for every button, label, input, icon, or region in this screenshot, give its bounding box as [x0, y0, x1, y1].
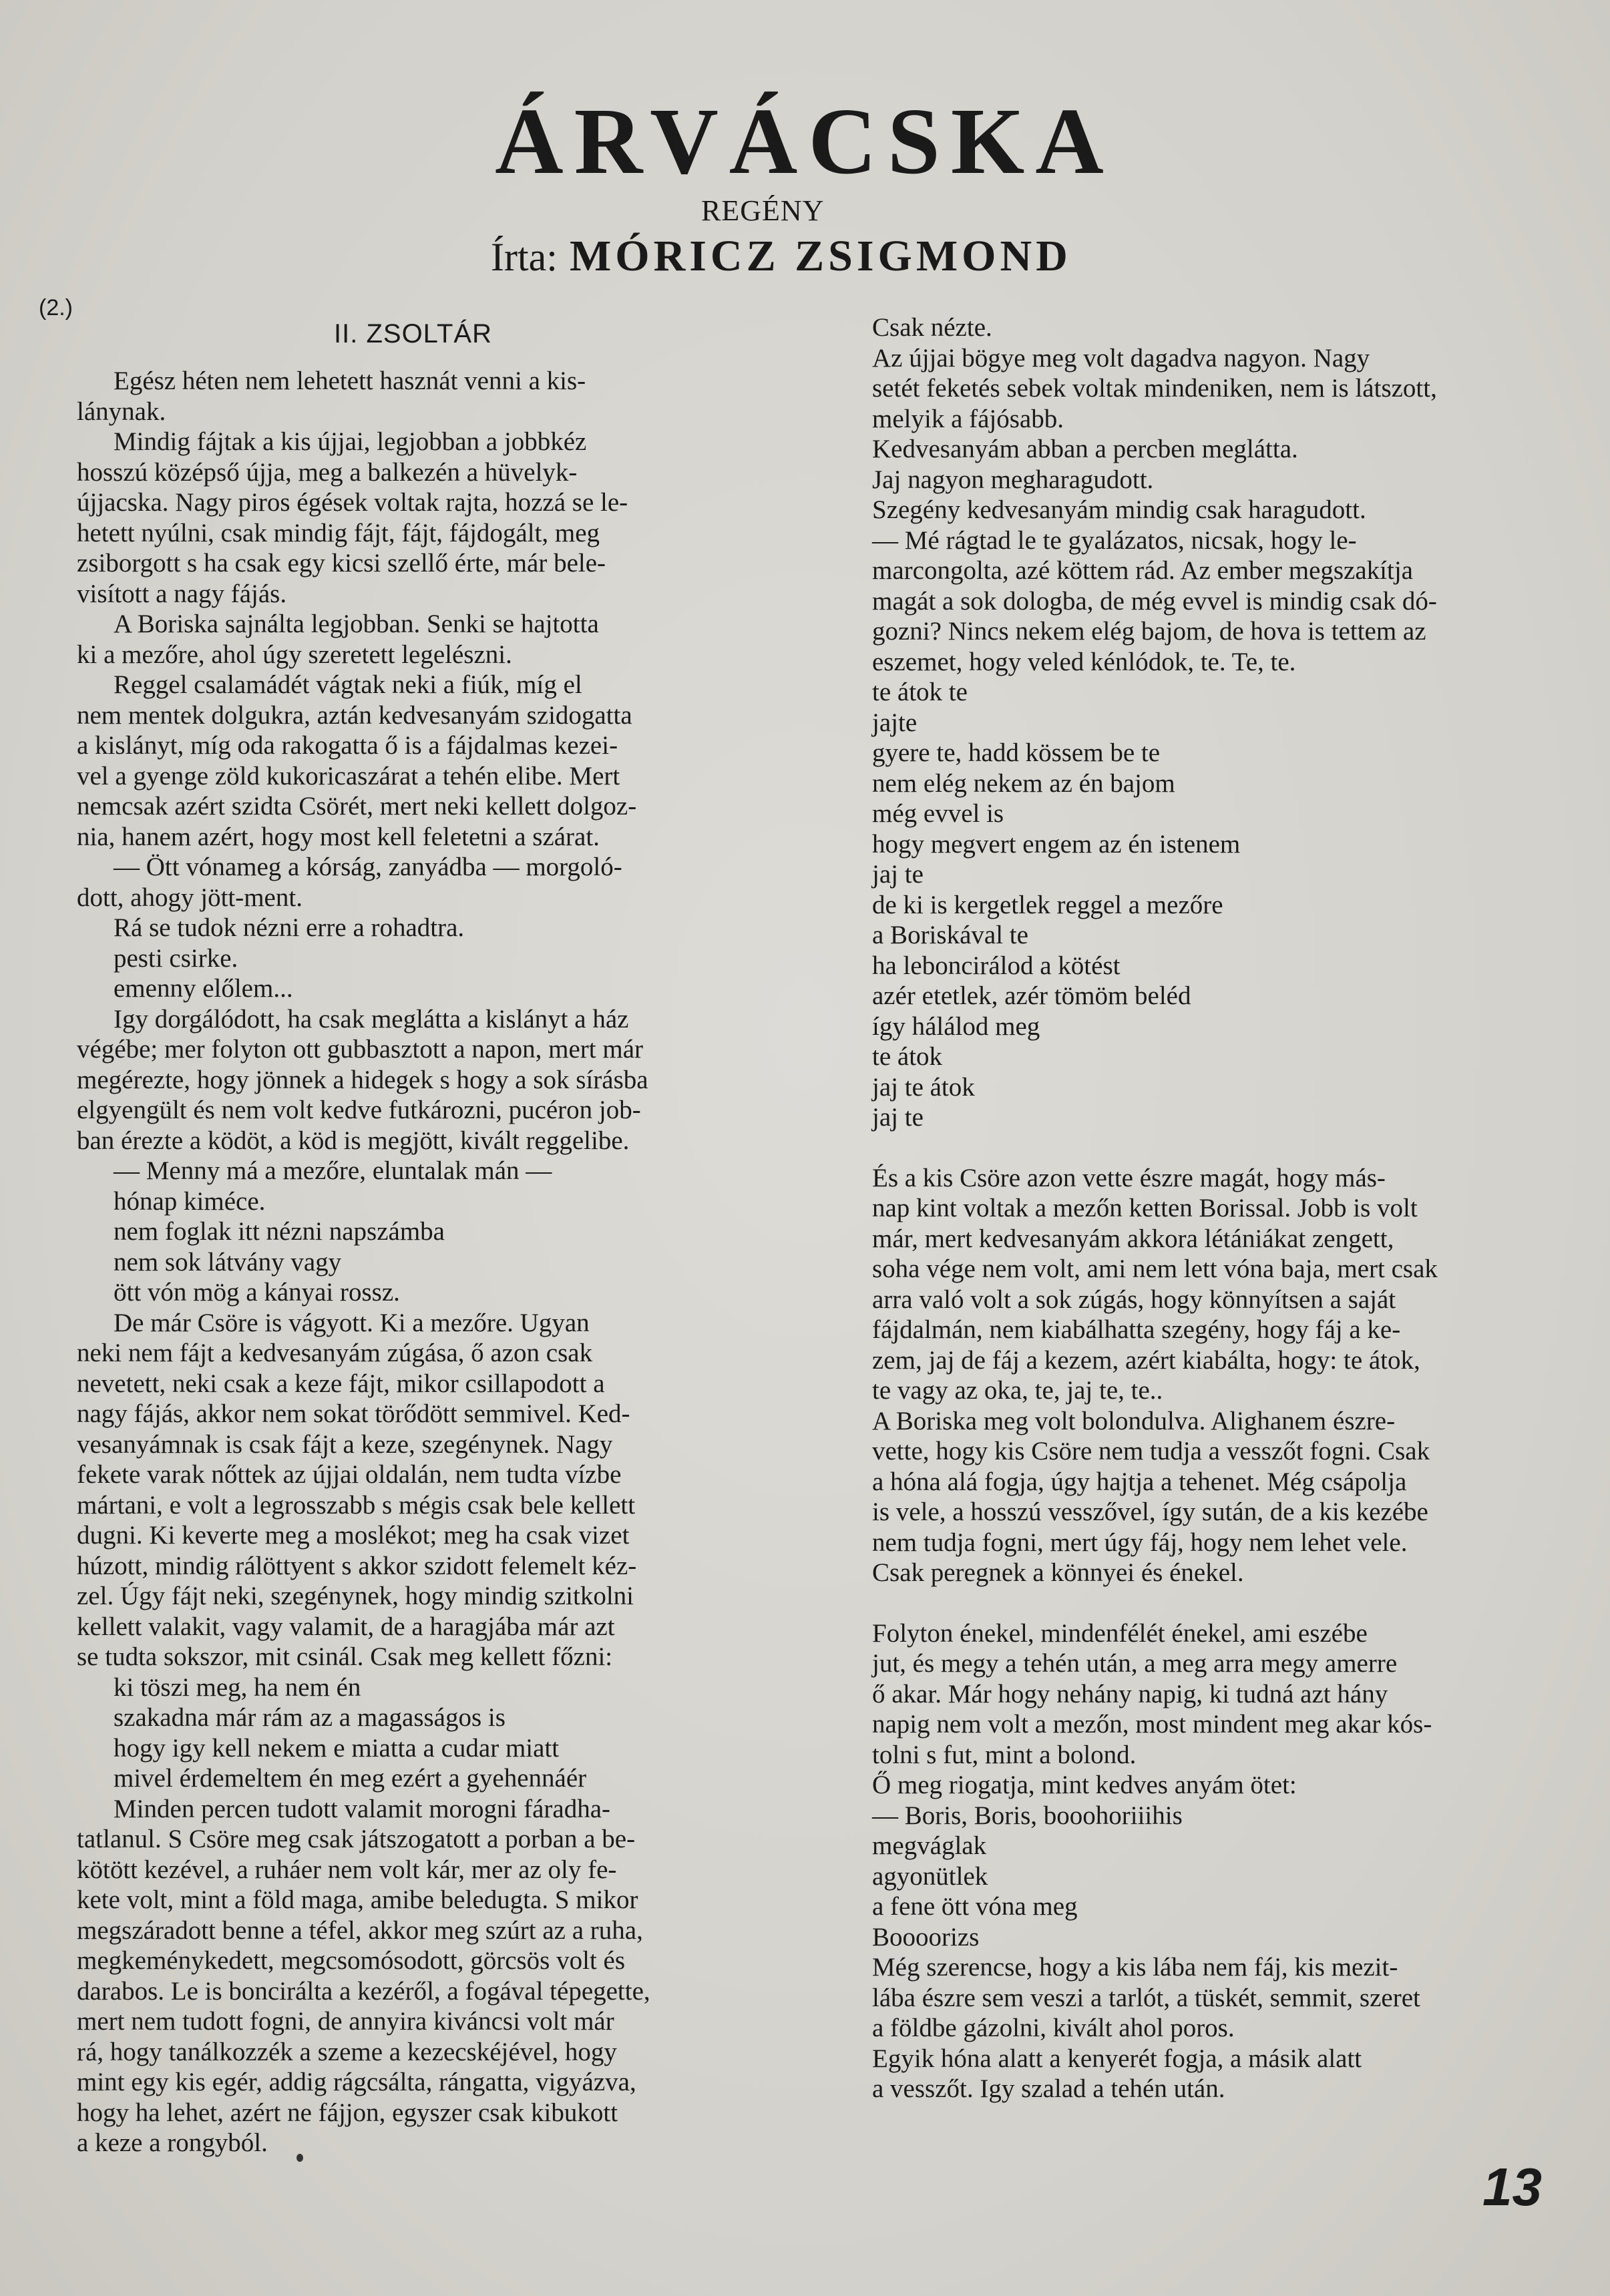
text-line: fekete varak nőttek az újjai oldalán, nem tudta vízbe: [77, 1460, 622, 1489]
text-line: mivel érdemeltem én meg ezért a gyehennáér: [114, 1764, 587, 1793]
text-line: Igy dorgálódott, ha csak meglátta a kislányt a ház: [114, 1004, 629, 1034]
text-line: fájdalmán, nem kiabálhatta szegény, hogy fáj a ke-: [872, 1315, 1401, 1344]
text-line: emenny előlem...: [114, 974, 293, 1003]
page-number: 13: [1482, 2157, 1542, 2217]
text-line: visított a nagy fájás.: [77, 579, 287, 608]
text-line: jut, és megy a tehén után, a meg arra megy amerre: [872, 1649, 1398, 1678]
text-line: jaj te: [872, 860, 924, 889]
text-line: vette, hogy kis Csöre nem tudja a vesszőt fogni. Csak: [872, 1437, 1430, 1465]
text-line: Boooorizs: [872, 1922, 980, 1951]
text-line: a vesszőt. Igy szalad a tehén után.: [872, 2074, 1225, 2103]
text-line: eszemet, hogy veled kénlódok, te. Te, te.: [872, 647, 1296, 676]
text-line: ő akar. Már hogy nehány napig, ki tudná azt hány: [872, 1679, 1388, 1708]
text-line: nem sok látvány vagy: [114, 1247, 342, 1277]
text-line: Szegény kedvesanyám mindig csak haragudott.: [872, 495, 1366, 524]
text-line: ött vón mög a kányai rossz.: [114, 1278, 400, 1307]
text-line: nem foglak itt nézni napszámba: [114, 1217, 445, 1246]
text-line: soha vége nem volt, ami nem lett vóna baja, mert csak: [872, 1254, 1438, 1283]
text-line: hetett nyúlni, csak mindig fájt, fájt, fájdogált, meg: [77, 518, 600, 547]
text-line: a Boriskával te: [872, 921, 1028, 949]
text-line: Jaj nagyon megharagudott.: [872, 465, 1154, 494]
text-line: zem, jaj de fáj a kezem, azért kiabálta, hogy: te átok,: [872, 1345, 1420, 1375]
text-line: Reggel csalamádét vágtak neki a fiúk, míg el: [114, 670, 582, 699]
text-line: jaj te átok: [872, 1072, 975, 1102]
text-line: még evvel is: [872, 799, 1004, 828]
text-line: hosszú középső újja, meg a balkezén a hüvelyk-: [77, 457, 578, 487]
text-line: A Boriska meg volt bolondulva. Alighanem észre-: [872, 1406, 1396, 1435]
text-line: a földbe gázolni, kivált ahol poros.: [872, 2014, 1235, 2042]
text-line: — Menny má a mezőre, eluntalak mán —: [114, 1156, 552, 1185]
text-line: megérezte, hogy jönnek a hidegek s hogy a sok sírásba: [77, 1065, 648, 1094]
chapter-title: II. ZSOLTÁR: [334, 319, 492, 349]
text-line: rá, hogy tanálkozzék a szeme a kezecskéjével, hogy: [77, 2037, 617, 2066]
text-line: nevetett, neki csak a keze fájt, mikor csillapodott a: [77, 1369, 605, 1398]
text-line: megváglak: [872, 1831, 987, 1860]
text-line: kete volt, mint a föld maga, amibe beledugta. S mikor: [77, 1885, 638, 1914]
byline: [491, 231, 1072, 282]
text-line: napig nem volt a mezőn, most mindent meg akar kós-: [872, 1710, 1432, 1739]
print-speck: [296, 2154, 303, 2162]
text-line: jaj te: [872, 1103, 924, 1132]
text-line: nemcsak azért szidta Csörét, mert neki kellett dolgoz-: [77, 792, 637, 821]
left-column: [77, 366, 775, 2158]
text-line: zel. Úgy fájt neki, szegénynek, hogy mindig szitkolni: [77, 1582, 634, 1610]
text-line: te vagy az oka, te, jaj te, te..: [872, 1376, 1163, 1405]
text-line: Egyik hóna alatt a kenyerét fogja, a másik alatt: [872, 2044, 1362, 2073]
byline-prefix: Írta:: [491, 235, 558, 279]
author-name: MÓRICZ ZSIGMOND: [569, 232, 1072, 280]
text-line: marcongolta, azé köttem rád. Az ember megszakítja: [872, 556, 1413, 585]
text-line: végébe; mer folyton ott gubbasztott a napon, mert már: [77, 1035, 644, 1064]
text-line: dugni. Ki keverte meg a moslékot; meg ha csak vizet: [77, 1521, 630, 1550]
text-line: Az újjai bögye meg volt dagadva nagyon. Nagy: [872, 343, 1370, 373]
text-line: is vele, a hosszú vesszővel, így sután, de a kis kezébe: [872, 1498, 1428, 1526]
text-line: mint egy kis egér, addig rágcsálta, rángatta, vigyázva,: [77, 2068, 636, 2096]
text-line: nia, hanem azért, hogy most kell feletetni a szárat.: [77, 822, 600, 851]
text-line: a hóna alá fogja, úgy hajtja a tehenet. Még csápolja: [872, 1467, 1407, 1496]
text-line: Egész héten nem lehetett hasznát venni a kis-: [114, 367, 586, 395]
text-line: ha leboncirálod a kötést: [872, 951, 1121, 980]
text-line: ki a mezőre, ahol úgy szeretett legelészni.: [77, 640, 512, 669]
text-line: zsiborgott s ha csak egy kicsi szellő érte, már bele-: [77, 549, 606, 578]
text-line: már, mert kedvesanyám akkora létániákat zengett,: [872, 1224, 1394, 1253]
text-line: nem mentek dolgukra, aztán kedvesanyám szidogatta: [77, 700, 632, 730]
text-line: — Mé rágtad le te gyalázatos, nicsak, hogy le-: [872, 525, 1357, 555]
text-line: nem elég nekem az én bajom: [872, 768, 1175, 798]
text-line: Csak nézte.: [872, 313, 992, 342]
text-line: Csak peregnek a könnyei és énekel.: [872, 1558, 1244, 1587]
text-line: lánynak.: [77, 397, 166, 426]
text-line: de ki is kergetlek reggel a mezőre: [872, 890, 1223, 919]
text-line: Ő meg riogatja, mint kedves anyám ötet:: [872, 1771, 1297, 1799]
page-title: ÁRVÁCSKA: [495, 88, 1115, 194]
text-line: arra való volt a sok zúgás, hogy könnyítsen a saját: [872, 1285, 1396, 1314]
text-line: a kislányt, míg oda rakogatta ő is a fájdalmas kezei-: [77, 731, 618, 760]
text-line: elgyengült és nem volt kedve futkározni, pucéron job-: [77, 1096, 641, 1124]
text-line: újjacska. Nagy piros égések voltak rajta, hozzá se le-: [77, 488, 628, 517]
text-line: tolni s fut, mint a bolond.: [872, 1740, 1137, 1769]
text-line: darabos. Le is boncirálta a kezéről, a fogával tépegette,: [77, 1976, 650, 2006]
right-column: [872, 312, 1533, 2104]
text-line: hónap kiméce.: [114, 1186, 266, 1216]
text-line: hogy megvert engem az én istenem: [872, 829, 1241, 859]
text-line: tatlanul. S Csöre meg csak játszogatott a porban a be-: [77, 1825, 636, 1853]
text-line: nap kint voltak a mezőn ketten Borissal. Jobb is volt: [872, 1194, 1418, 1222]
text-line: te átok te: [872, 678, 968, 706]
text-line: megkeménykedett, megcsomósodott, görcsös volt és: [77, 1946, 626, 1975]
part-number: (2.): [39, 295, 73, 320]
text-line: hogy igy kell nekem e miatta a cudar miatt: [114, 1733, 560, 1763]
text-line: így hálálod meg: [872, 1011, 1040, 1041]
text-line: mártani, e volt a legrosszabb s mégis csak bele kellett: [77, 1490, 636, 1520]
text-line: húzott, mindig rálöttyent s akkor szidott felemelt kéz-: [77, 1551, 637, 1580]
text-line: hogy ha lehet, azért ne fájjon, egyszer csak kibukott: [77, 2098, 618, 2127]
text-line: vel a gyenge zöld kukoricaszárat a tehén elibe. Mert: [77, 761, 620, 790]
text-line: neki nem fájt a kedvesanyám zúgása, ő azon csak: [77, 1339, 593, 1367]
text-line: se tudta sokszor, mit csinál. Csak meg kellett főzni:: [77, 1642, 613, 1671]
text-line: nagy fájás, akkor nem sokat törődött semmivel. Ked-: [77, 1399, 630, 1428]
text-line: A Boriska sajnálta legjobban. Senki se hajtotta: [114, 610, 599, 638]
text-line: szakadna már rám az a magasságos is: [114, 1703, 506, 1732]
text-line: Rá se tudok nézni erre a rohadtra.: [114, 913, 465, 942]
text-line: melyik a fájósabb.: [872, 404, 1064, 433]
text-line: megszáradott benne a téfel, akkor meg szúrt az a ruha,: [77, 1915, 643, 1945]
text-line: Folyton énekel, mindenfélét énekel, ami eszébe: [872, 1618, 1368, 1648]
text-line: ban érezte a ködöt, a köd is megjött, kivált reggelibe.: [77, 1126, 630, 1155]
text-line: Még szerencse, hogy a kis lába nem fáj, kis mezit-: [872, 1953, 1398, 1982]
text-line: vesanyámnak is csak fájt a keze, szegénynek. Nagy: [77, 1429, 613, 1459]
paragraph-gap: [872, 1133, 1533, 1163]
text-line: És a kis Csöre azon vette észre magát, hogy más-: [872, 1163, 1386, 1192]
text-line: — Ött vónameg a kórság, zanyádba — morgoló-: [114, 853, 622, 881]
text-line: kötött kezével, a ruháer nem volt kár, mer az oly fe-: [77, 1855, 617, 1884]
text-line: pesti csirke.: [114, 943, 238, 973]
text-line: a keze a rongyból.: [77, 2128, 268, 2157]
text-line: mert nem tudott fogni, de annyira kiváncsi volt már: [77, 2007, 614, 2036]
text-line: dott, ahogy jött-ment.: [77, 883, 303, 912]
text-line: Minden percen tudott valamit morogni fáradha-: [114, 1794, 611, 1823]
text-line: Kedvesanyám abban a percben meglátta.: [872, 435, 1298, 463]
text-line: Mindig fájtak a kis újjai, legjobban a jobbkéz: [114, 427, 587, 456]
text-line: agyonütlek: [872, 1861, 988, 1891]
text-line: jajte: [872, 708, 918, 737]
text-line: gyere te, hadd kössem be te: [872, 738, 1161, 767]
text-line: ki töszi meg, ha nem én: [114, 1672, 361, 1702]
text-line: setét feketés sebek voltak mindeniken, nem is látszott,: [872, 374, 1437, 403]
text-line: te átok: [872, 1042, 943, 1071]
text-line: kellett valakit, vagy valamit, de a haragjába már azt: [77, 1612, 615, 1641]
text-line: nem tudja fogni, mert úgy fáj, hogy nem lehet vele.: [872, 1528, 1408, 1557]
text-line: a fene ött vóna meg: [872, 1892, 1078, 1921]
text-line: lába észre sem veszi a tarlót, a tüskét, semmit, szeret: [872, 1983, 1420, 2012]
paragraph-gap: [872, 1588, 1533, 1618]
text-line: magát a sok dologba, de még evvel is mindig csak dó-: [872, 586, 1437, 616]
text-line: De már Csöre is vágyott. Ki a mezőre. Ugyan: [114, 1308, 590, 1337]
genre-subtitle: REGÉNY: [701, 194, 825, 227]
text-line: gozni? Nincs nekem elég bajom, de hova is tettem az: [872, 617, 1426, 646]
text-line: azér etetlek, azér tömöm beléd: [872, 981, 1191, 1010]
text-line: — Boris, Boris, booohoriiihis: [872, 1801, 1183, 1830]
